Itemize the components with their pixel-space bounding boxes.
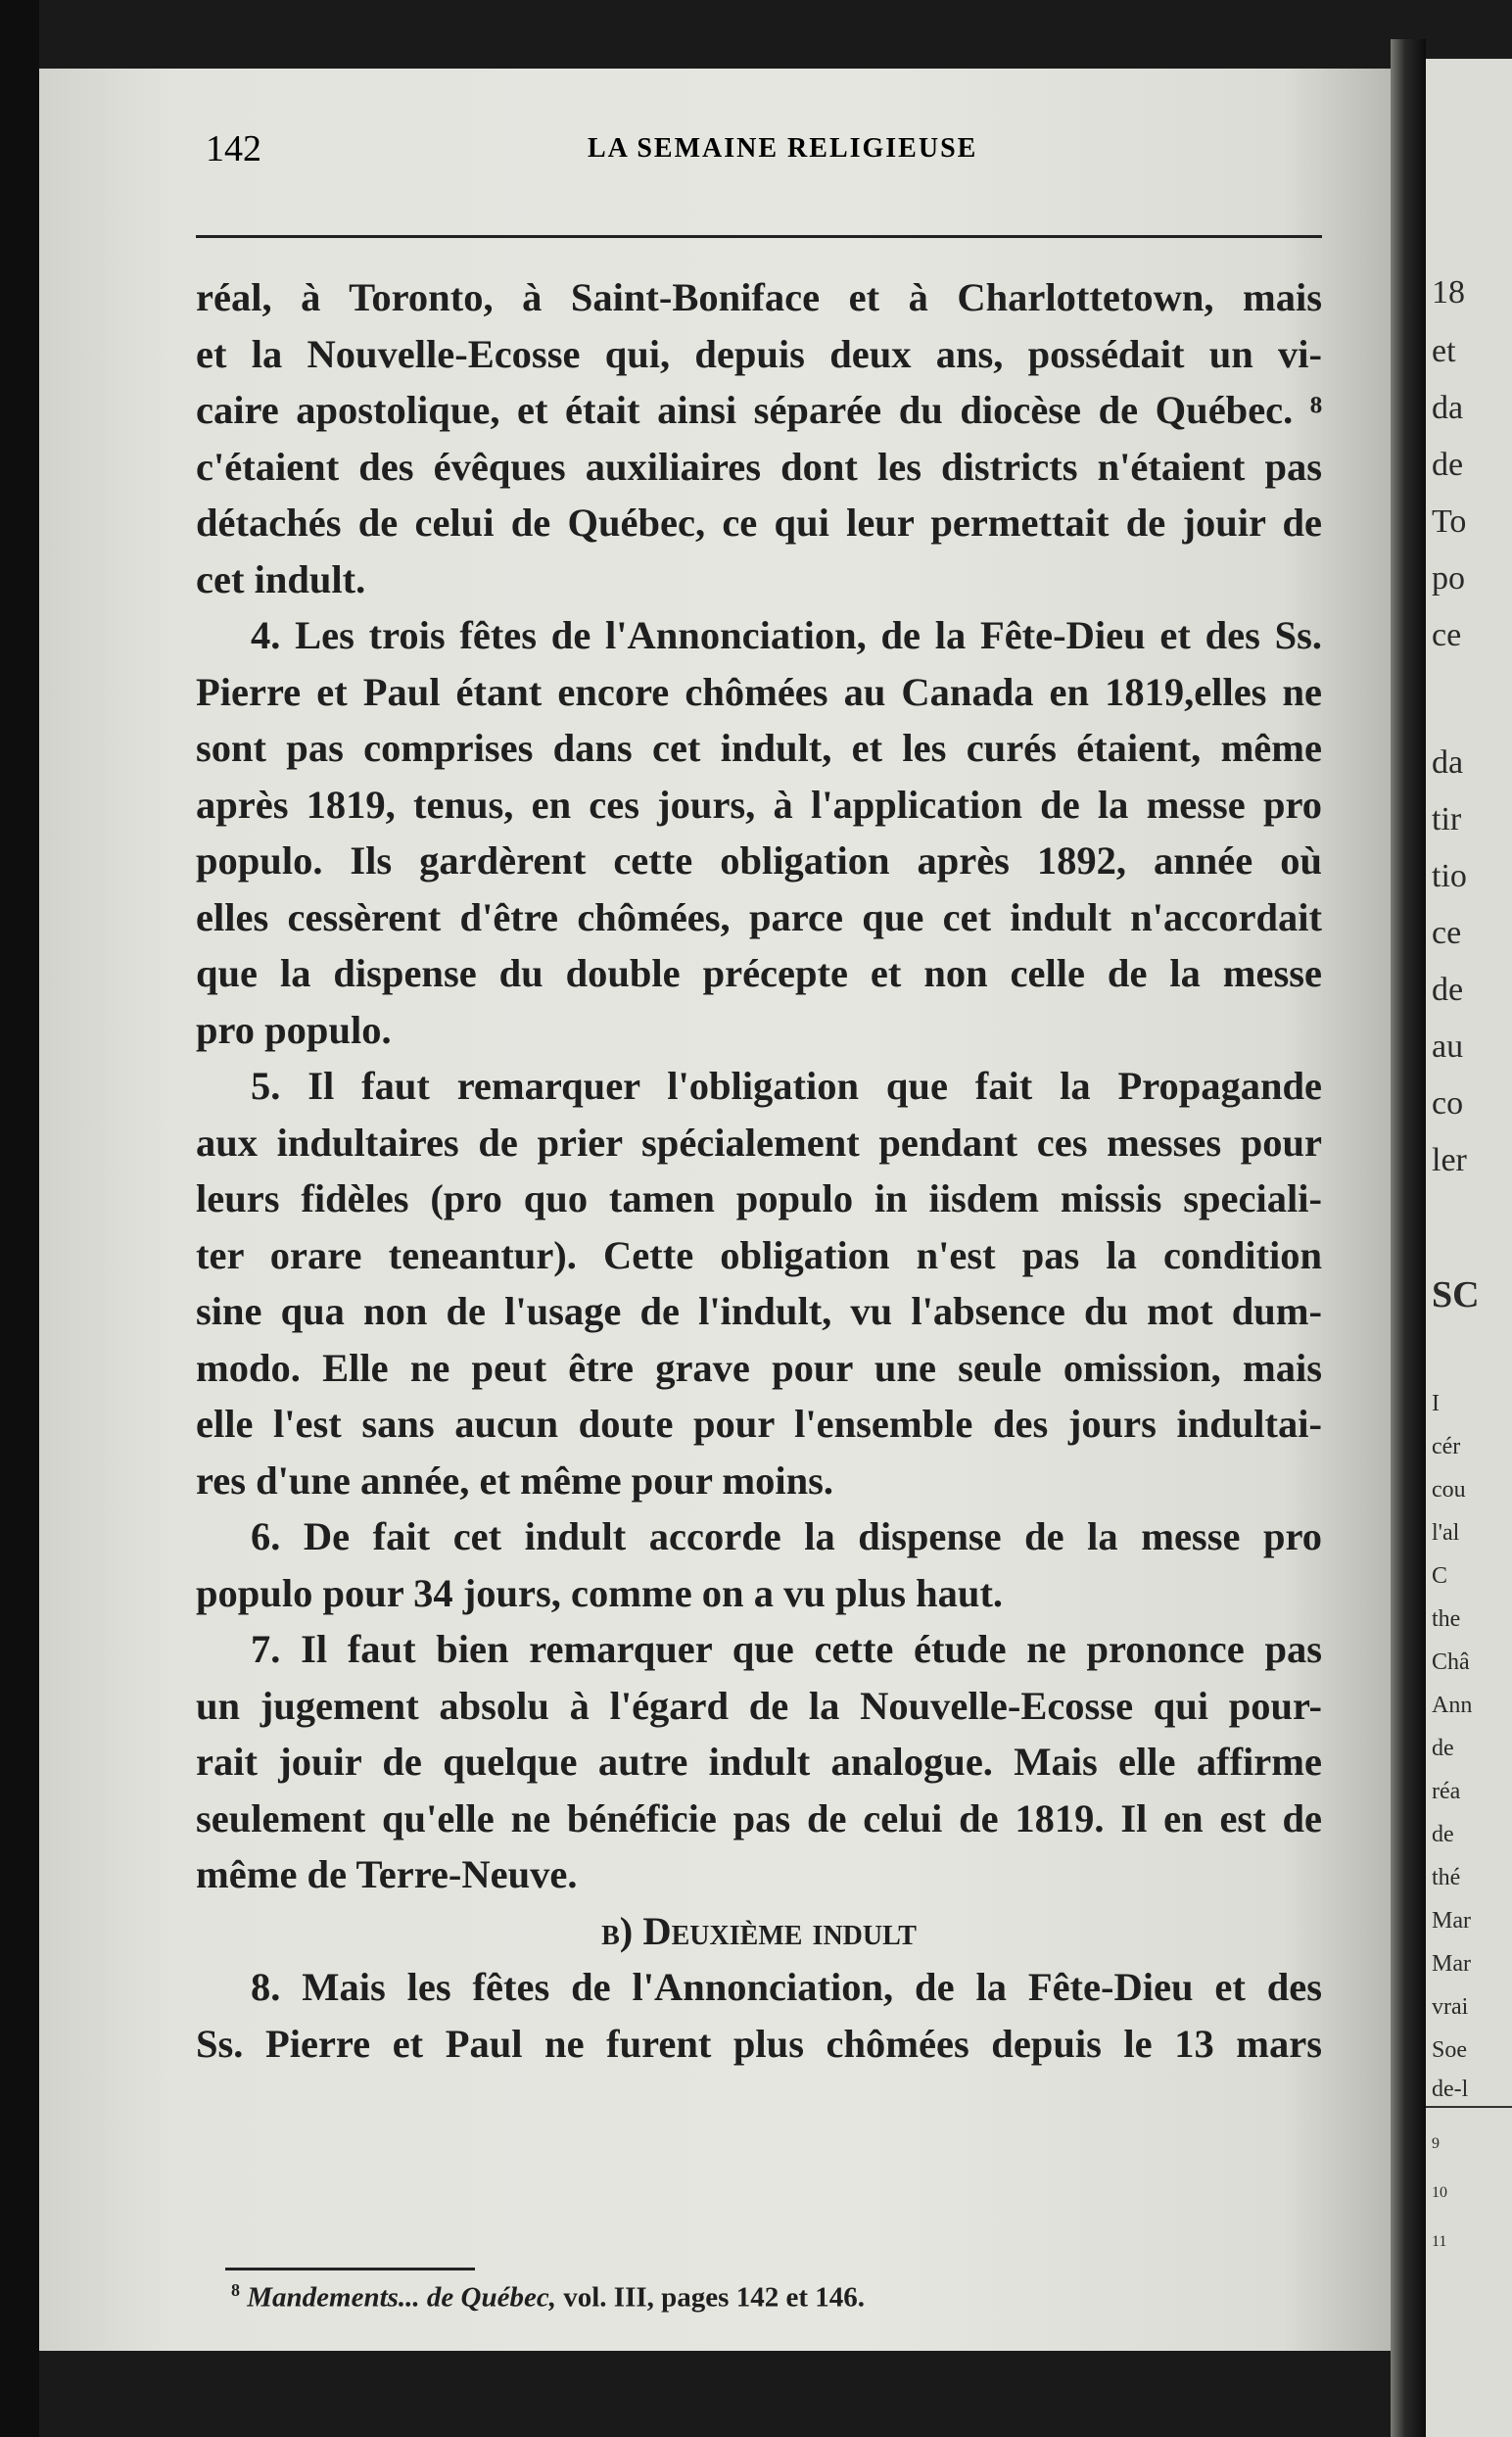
text-line: Ss. Pierre et Paul ne furent plus chômées depuis le 13 mars [196,2021,1322,2066]
text-line: elle l'est sans aucun doute pour l'ensemble des jours indultai- [196,1402,1322,1446]
adjacent-fragment: vrai [1432,1994,1469,2020]
text-line: sine qua non de l'usage de l'indult, vu l'absence du mot dum- [196,1289,1322,1333]
adjacent-fragment: po [1432,560,1465,597]
adjacent-fragment: et [1432,333,1456,369]
adjacent-fragment: Ann [1432,1693,1473,1718]
adjacent-fragment: Mar [1432,1951,1471,1977]
text-line: réal, à Toronto, à Saint-Boniface et à Charlottetown, mais [196,275,1322,319]
adjacent-footnote-number: 11 [1432,2233,1447,2250]
adjacent-fragment: da [1432,744,1464,781]
text-line: même de Terre-Neuve. [196,1852,578,1896]
adjacent-footnote-number: 10 [1432,2184,1447,2201]
adjacent-fragment: de [1432,447,1464,483]
adjacent-fragment: de [1432,1736,1454,1761]
text-line: aux indultaires de prier spécialement pendant ces messes pour [196,1120,1322,1165]
text-line: que la dispense du double précepte et non celle de la messe [196,951,1322,995]
adjacent-fragment: To [1432,503,1467,540]
footnote-rule [225,2268,475,2270]
adjacent-fragment: ce [1432,617,1462,653]
adjacent-heading-fragment: SC [1432,1274,1480,1315]
text-line: Pierre et Paul étant encore chômées au Canada en 1819,elles ne [196,669,1322,714]
footnote-marker: 8 [231,2280,240,2300]
adjacent-fragment: de-l [1432,2077,1469,2102]
text-line: un jugement absolu à l'égard de la Nouvelle-Ecosse qui pour- [196,1683,1322,1728]
page-number: 142 [206,128,261,169]
adjacent-fragment: cér [1432,1434,1461,1459]
paragraph-4-start: 4. Les trois fêtes de l'Annonciation, de la Fête-Dieu et des Ss. [251,613,1322,657]
adjacent-fragment: ce [1432,915,1462,951]
footnote-reference: vol. III, pages 142 et 146. [556,2281,865,2314]
adjacent-fragment: de [1432,1822,1454,1847]
adjacent-fragment: Soe [1432,2037,1467,2063]
paragraph-8-start: 8. Mais les fêtes de l'Annonciation, de la Fête-Dieu et des [251,1965,1322,2009]
text-line: populo pour 34 jours, comme on a vu plus haut. [196,1570,1004,1615]
text-line: c'étaient des évêques auxiliaires dont les districts n'étaient pas [196,444,1322,489]
adjacent-fragment: C [1432,1563,1448,1589]
text-line: détachés de celui de Québec, ce qui leur permettait de jouir de [196,501,1322,545]
scan-border-left [0,0,39,2437]
adjacent-fragment: réa [1432,1779,1461,1804]
text-line: seulement qu'elle ne bénéficie pas de celui de 1819. Il en est de [196,1795,1322,1840]
text-line: modo. Elle ne peut être grave pour une seule omission, mais [196,1345,1322,1390]
paragraph-7-start: 7. Il faut bien remarquer que cette étude ne prononce pas [251,1627,1322,1671]
page-header [206,127,1322,186]
adjacent-fragment: I [1432,1391,1440,1416]
text-line: sont pas comprises dans cet indult, et les curés étaient, même [196,726,1322,770]
adjacent-fragment: thé [1432,1865,1461,1890]
adjacent-fragment: co [1432,1085,1464,1122]
adjacent-fragment: da [1432,390,1464,426]
adjacent-fragment: tir [1432,801,1462,837]
text-line: res d'une année, et même pour moins. [196,1457,833,1503]
footnote-title: Mandements... de Québec, [247,2281,556,2314]
text-line: après 1819, tenus, en ces jours, à l'application de la messe pro [196,782,1322,827]
adjacent-fragment: cou [1432,1477,1466,1503]
adjacent-fragment: de [1432,972,1464,1008]
adjacent-fragment: l'al [1432,1520,1460,1546]
adjacent-fragment: au [1432,1028,1464,1065]
running-title: LA SEMAINE RELIGIEUSE [588,133,978,164]
text-line: pro populo. [196,1007,392,1052]
section-heading: b) Deuxième indult [601,1908,917,1953]
text-line: elles cessèrent d'être chômées, parce que cet indult n'accordait [196,894,1322,939]
text-line: populo. Ils gardèrent cette obligation après 1892, année où [196,838,1322,883]
text-line: ter orare teneantur). Cette obligation n'est pas la condition [196,1232,1322,1277]
adjacent-fragment: Mar [1432,1908,1471,1934]
text-line: caire apostolique, et était ainsi séparée du diocèse de Québec. ⁸ [196,388,1322,432]
text-line: cet indult. [196,556,366,601]
book-spine [1391,39,1426,2437]
adjacent-footnote-number: 9 [1432,2135,1440,2152]
text-line: rait jouir de quelque autre indult analogue. Mais elle affirme [196,1740,1322,1784]
adjacent-fragment: the [1432,1606,1461,1632]
text-line: leurs fidèles (pro quo tamen populo in iisdem missis speciali- [196,1176,1322,1220]
header-rule [196,235,1322,238]
paragraph-5-start: 5. Il faut remarquer l'obligation que fait la Propagande [251,1064,1322,1108]
adjacent-fragment: tio [1432,858,1467,894]
footnote [231,2280,865,2315]
adjacent-fragment: 18 [1432,274,1465,311]
adjacent-page-edge [1426,59,1512,2437]
adjacent-footnote-rule [1426,2106,1512,2108]
adjacent-fragment: Châ [1432,1649,1470,1675]
paragraph-6-start: 6. De fait cet indult accorde la dispense de la messe pro [251,1514,1322,1558]
adjacent-fragment: ler [1432,1142,1467,1178]
text-line: et la Nouvelle-Ecosse qui, depuis deux ans, possédait un vi- [196,331,1322,376]
body-text [196,269,1322,2072]
